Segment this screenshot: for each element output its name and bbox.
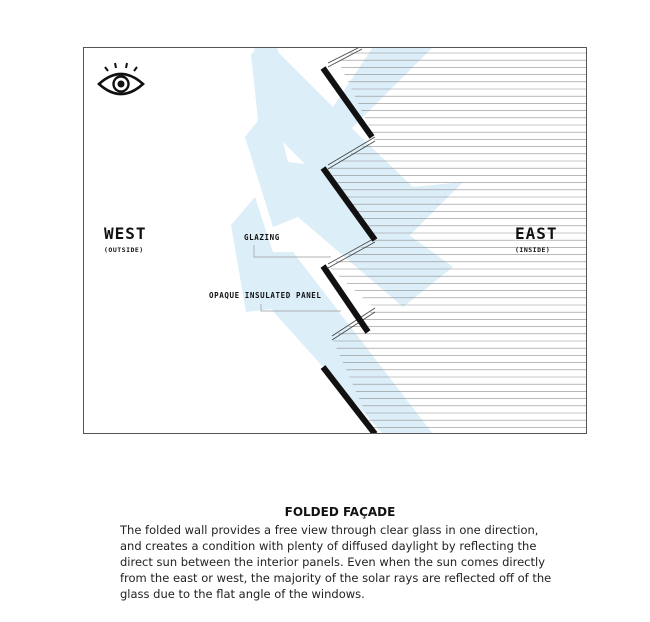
caption-body: The folded wall provides a free view through clear glass in one direction, and creates a condition with plenty of diffused daylight by reflecting the direct sun between the interior panels. Even when the sun comes directly from the east or west, the majority of the solar rays are reflected off of the glass due to the flat angle of the windows.: [120, 523, 552, 601]
glazing-pane: [328, 48, 358, 63]
diagram-frame: [83, 47, 587, 434]
east-sublabel: (INSIDE): [515, 246, 551, 254]
eye-icon: [99, 63, 143, 94]
glazing-pane: [328, 49, 362, 67]
opaque-panel-label: OPAQUE INSULATED PANEL: [209, 291, 322, 300]
folded-facade-diagram: [83, 47, 587, 434]
west-sublabel: (OUTSIDE): [104, 246, 144, 254]
east-label: EAST: [515, 224, 558, 243]
caption-title: FOLDED FAÇADE: [284, 505, 396, 519]
glazing-label: GLAZING: [244, 233, 280, 242]
west-label: WEST: [104, 224, 147, 243]
caption: [120, 504, 560, 602]
